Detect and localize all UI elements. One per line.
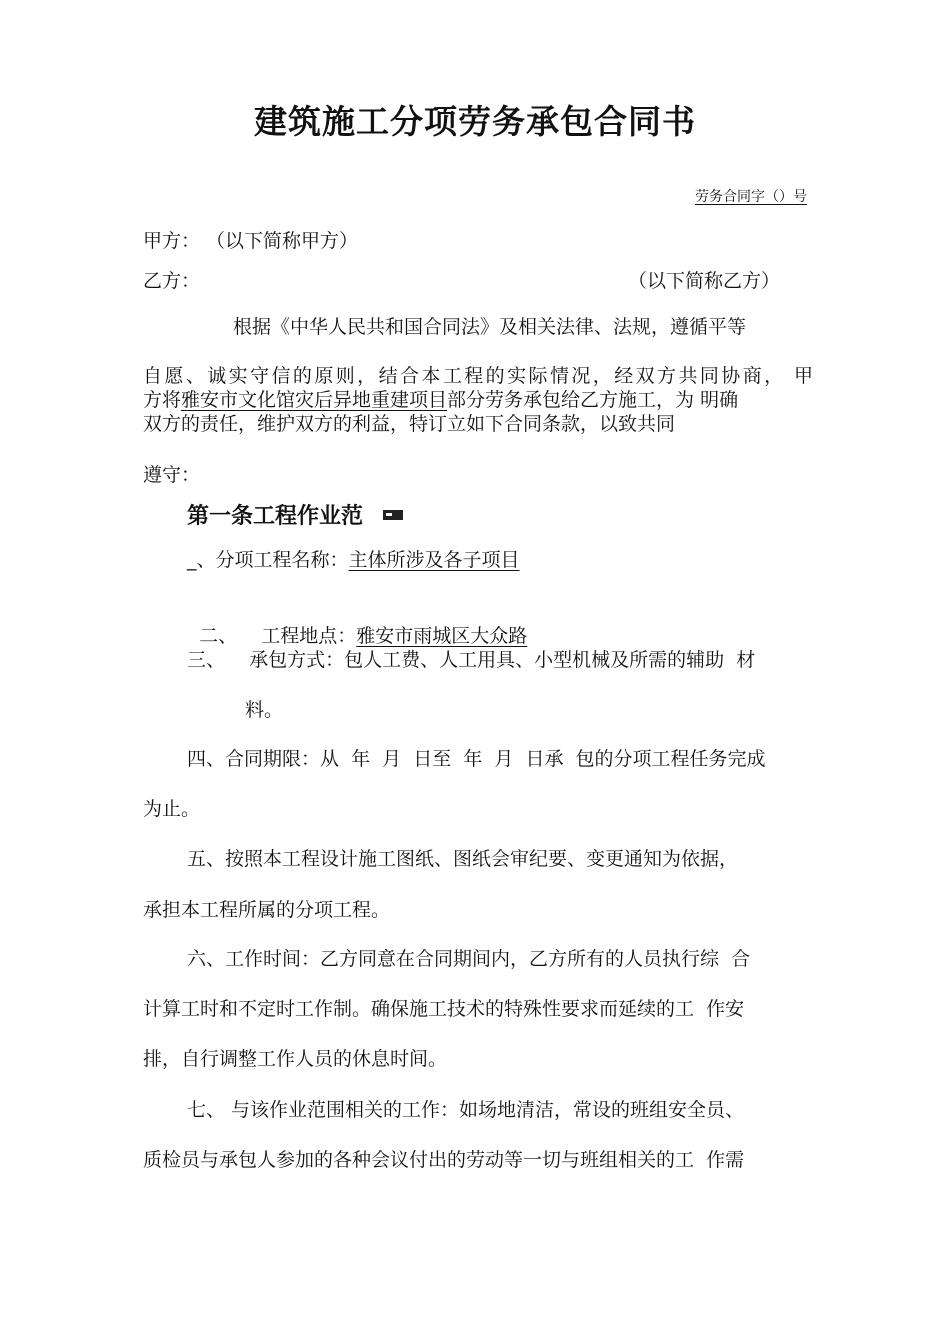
section-heading-text: 第一条工程作业范 (187, 504, 364, 529)
clause-3-line-2: 料。 (245, 699, 284, 721)
stamp-icon (383, 510, 403, 520)
clause-3-line-1: 三、 承包方式：包人工费、人工用具、小型机械及所需的辅助 材 (187, 649, 756, 671)
clause-6-line-3: 排，自行调整工作人员的休息时间。 (143, 1048, 448, 1070)
project-name: 雅安市文化馆灾后异地重建项目 (181, 389, 448, 411)
clause-7-line-1: 七、 与该作业范围相关的工作：如场地清洁，常设的班组安全员、 (187, 1099, 745, 1121)
clause-2 (187, 597, 527, 649)
preamble-text: 部分劳务承包给乙方施工，为 明确 (447, 389, 739, 411)
contract-number: 劳务合同字（）号 (695, 189, 807, 205)
clause-1-value: 主体所涉及各子项目 (348, 549, 520, 571)
preamble-text: 方将 (143, 389, 182, 411)
clause-5-line-1: 五、按照本工程设计施工图纸、图纸会审纪要、变更通知为依据， (187, 848, 739, 870)
clause-1 (187, 547, 520, 573)
section-heading (187, 499, 403, 530)
party-a-line: 甲方： （以下简称甲方） (143, 230, 359, 252)
preamble-line-1: 根据《中华人民共和国合同法》及相关法律、法规，遵循平等 (233, 316, 747, 338)
clause-5-line-2: 承担本工程所属的分项工程。 (143, 899, 391, 921)
clause-4-line-1: 四、合同期限：从 年 月 日至 年 月 日承 包的分项工程任务完成 (187, 748, 766, 770)
clause-1-label: _、分项工程名称： (187, 549, 349, 571)
preamble-line-4: 双方的责任，维护双方的利益，特订立如下合同条款，以致共同 (143, 413, 676, 435)
clause-6-line-1: 六、工作时间：乙方同意在合同期间内，乙方所有的人员执行综 合 (187, 948, 751, 970)
preamble-line-2: 自愿、诚实守信的原则，结合本工程的实际情况，经双方共同协商， 甲 (143, 365, 813, 387)
party-b-note: （以下简称乙方） (628, 270, 781, 292)
clause-2-label: 二、 工程地点： (199, 625, 357, 647)
preamble-line-3 (143, 387, 813, 413)
document-title: 建筑施工分项劳务承包合同书 (254, 102, 696, 141)
preamble-line-5: 遵守： (143, 464, 201, 486)
party-b-label: 乙方： (143, 270, 201, 292)
clause-7-line-2: 质检员与承包人参加的各种会议付出的劳动等一切与班组相关的工 作需 (143, 1149, 745, 1171)
clause-6-line-2: 计算工时和不定时工作制。确保施工技术的特殊性要求而延续的工 作安 (143, 998, 745, 1020)
clause-2-value: 雅安市雨城区大众路 (356, 625, 528, 647)
clause-4-line-2: 为止。 (143, 798, 201, 820)
